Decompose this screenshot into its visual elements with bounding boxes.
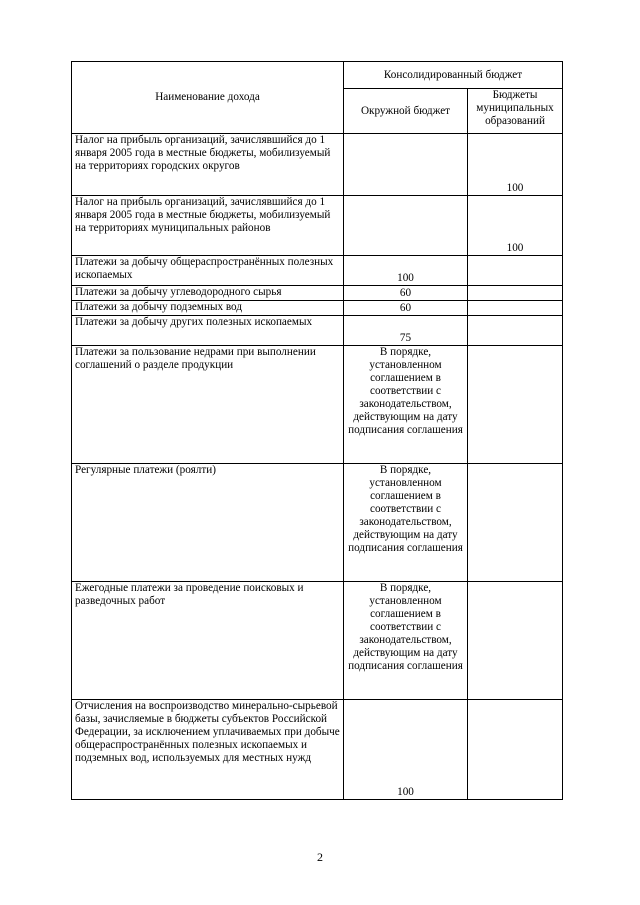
district-share-cell: 100 (344, 700, 468, 800)
municipal-share-cell (468, 700, 563, 800)
table-header-row (72, 62, 563, 89)
revenue-name-cell: Платежи за добычу общераспространённых полезных ископаемых (72, 256, 344, 286)
municipal-share-cell (468, 464, 563, 582)
district-share-cell: В порядке, установленном соглашением в соответствии с законодательством, действующим на дату подписания соглашения (344, 582, 468, 700)
table-row (72, 256, 563, 286)
header-district-budget: Окружной бюджет (344, 89, 468, 134)
header-municipal-budgets: Бюджеты муниципальных образований (468, 89, 563, 134)
district-share-cell (344, 134, 468, 196)
revenue-name-cell: Платежи за добычу углеводородного сырья (72, 286, 344, 301)
revenue-name-cell: Регулярные платежи (роялти) (72, 464, 344, 582)
table-row (72, 582, 563, 700)
revenue-name-cell: Платежи за добычу подземных вод (72, 301, 344, 316)
revenue-name-cell: Отчисления на воспроизводство минерально-сырьевой базы, зачисляемые в бюджеты субъектов Российской Федерации, за исключением уплачиваемых при добыче общераспространённых полезных ископаемых и подземных вод, используемых для местных нужд (72, 700, 344, 800)
district-share-cell: 60 (344, 286, 468, 301)
table-row (72, 464, 563, 582)
table-row (72, 196, 563, 256)
header-revenue-name: Наименование дохода (72, 62, 344, 134)
revenue-distribution-table (71, 61, 563, 800)
page-number: 2 (317, 850, 323, 864)
table-row (72, 134, 563, 196)
municipal-share-cell (468, 286, 563, 301)
district-share-cell (344, 196, 468, 256)
municipal-share-cell (468, 301, 563, 316)
header-consolidated-budget: Консолидированный бюджет (344, 62, 563, 89)
district-share-cell: В порядке, установленном соглашением в соответствии с законодательством, действующим на дату подписания соглашения (344, 346, 468, 464)
municipal-share-cell (468, 582, 563, 700)
municipal-share-cell (468, 316, 563, 346)
table-row (72, 316, 563, 346)
revenue-name-cell: Ежегодные платежи за проведение поисковых и разведочных работ (72, 582, 344, 700)
table-row (72, 700, 563, 800)
revenue-name-cell: Налог на прибыль организаций, зачислявшийся до 1 января 2005 года в местные бюджеты, мобилизуемый на территориях городских округов (72, 134, 344, 196)
revenue-name-cell: Платежи за добычу других полезных ископаемых (72, 316, 344, 346)
table-row (72, 301, 563, 316)
district-share-cell: 60 (344, 301, 468, 316)
revenue-name-cell: Платежи за пользование недрами при выполнении соглашений о разделе продукции (72, 346, 344, 464)
municipal-share-cell (468, 346, 563, 464)
table-row (72, 346, 563, 464)
district-share-cell: В порядке, установленном соглашением в соответствии с законодательством, действующим на дату подписания соглашения (344, 464, 468, 582)
municipal-share-cell: 100 (468, 196, 563, 256)
revenue-name-cell: Налог на прибыль организаций, зачислявшийся до 1 января 2005 года в местные бюджеты, мобилизуемый на территориях муниципальных районов (72, 196, 344, 256)
table-row (72, 286, 563, 301)
municipal-share-cell: 100 (468, 134, 563, 196)
municipal-share-cell (468, 256, 563, 286)
district-share-cell: 100 (344, 256, 468, 286)
district-share-cell: 75 (344, 316, 468, 346)
